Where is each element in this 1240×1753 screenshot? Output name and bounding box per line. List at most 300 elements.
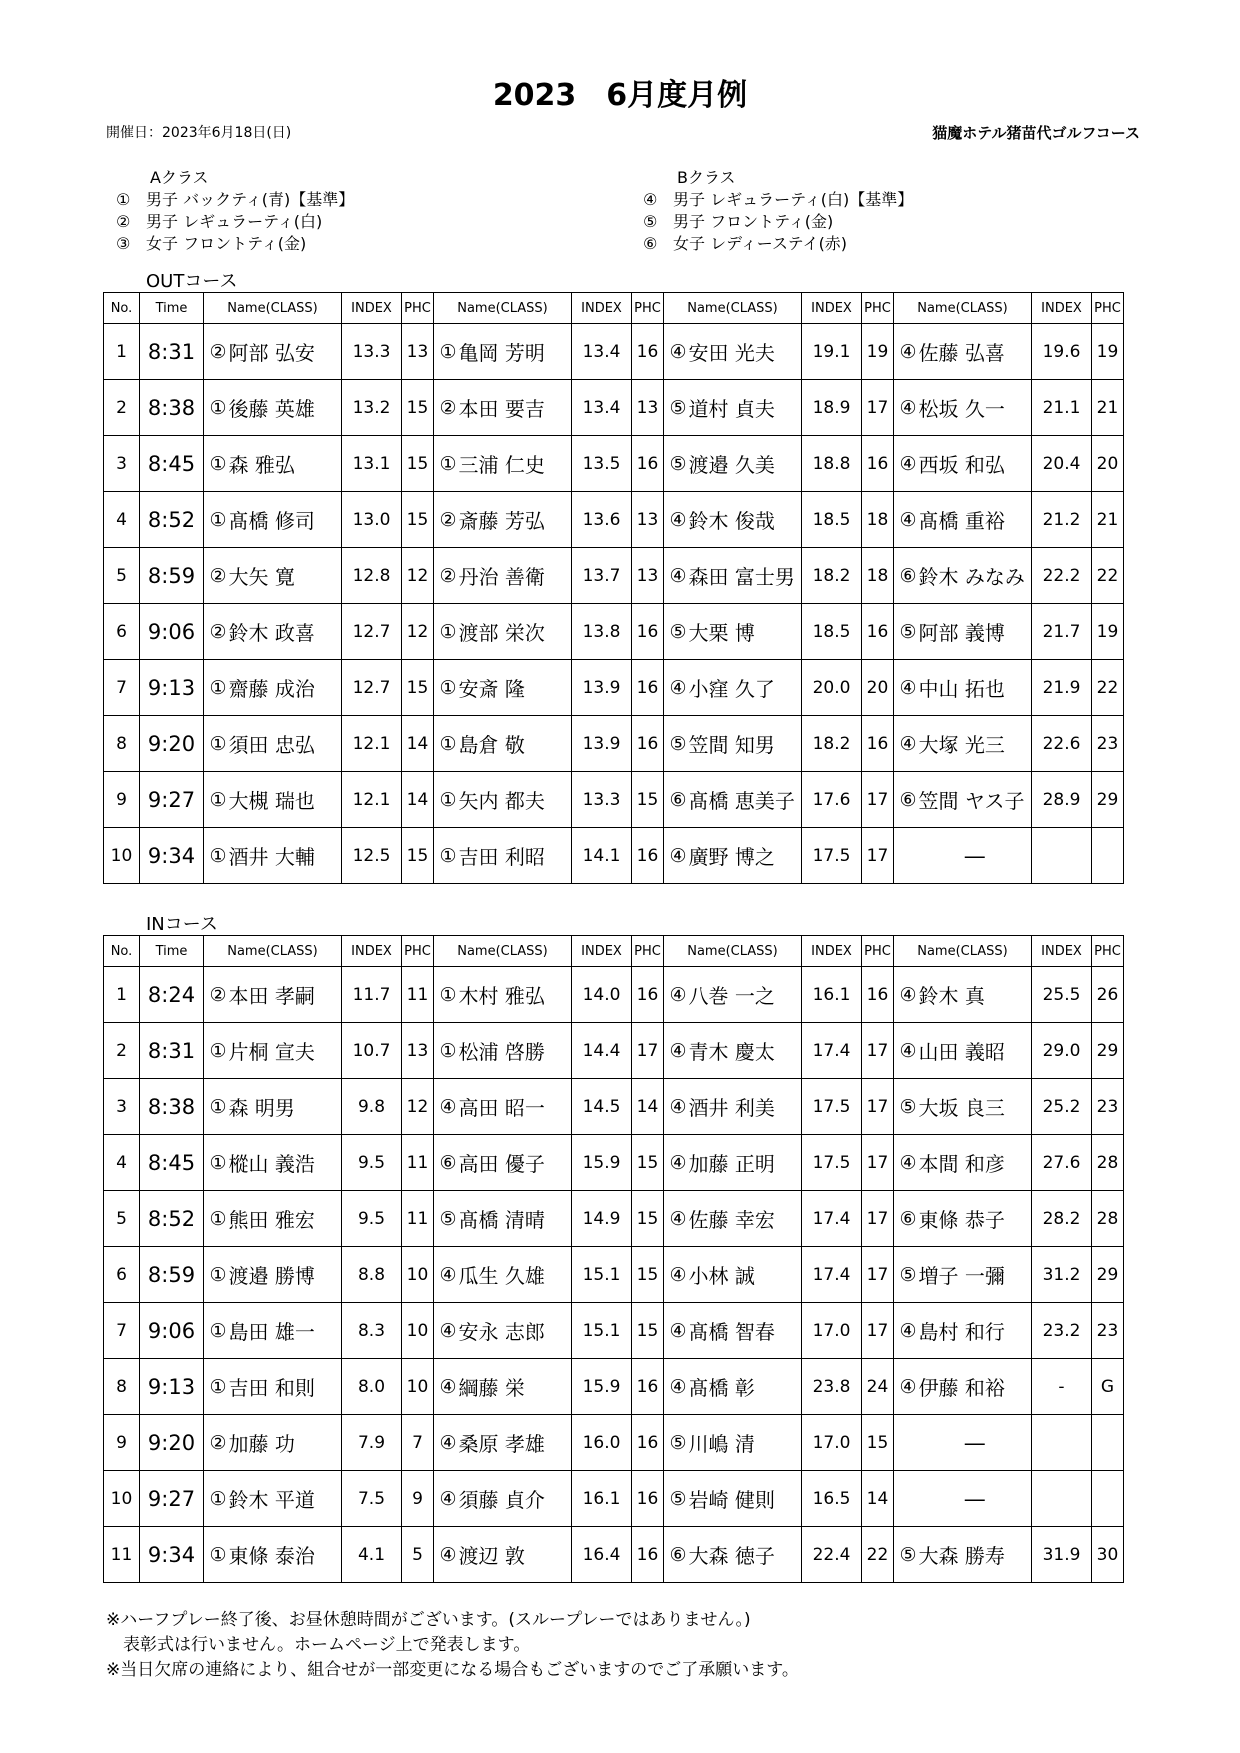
player-index: 20.0 <box>802 660 862 716</box>
class-mark: ① <box>116 190 131 209</box>
player-class: ② <box>204 324 228 380</box>
player-phc: 17 <box>862 1135 894 1191</box>
player-index: 18.2 <box>802 548 862 604</box>
player-name: 本田 孝嗣 <box>228 967 342 1023</box>
tee-time: 9:20 <box>140 716 204 772</box>
player-phc: 21 <box>1092 492 1124 548</box>
player-class: ④ <box>664 828 688 884</box>
player-name: 片桐 宣夫 <box>228 1023 342 1079</box>
player-phc: 17 <box>862 1247 894 1303</box>
class-a-legend <box>116 167 354 255</box>
player-name: 阿部 義博 <box>918 604 1032 660</box>
header-name: Name(CLASS) <box>664 293 802 324</box>
player-name: 島田 雄一 <box>228 1303 342 1359</box>
player-name: 東條 泰治 <box>228 1527 342 1583</box>
note-line: ※ハーフプレー終了後、お昼休憩時間がございます。(スループレーではありません。) <box>106 1610 751 1630</box>
group-number: 2 <box>104 1023 140 1079</box>
header-phc: PHC <box>1092 293 1124 324</box>
player-name: 森 雅弘 <box>228 436 342 492</box>
class-label: 男子 レギュラーティ(白) <box>146 212 323 231</box>
group-number: 9 <box>104 1415 140 1471</box>
player-phc: 10 <box>402 1247 434 1303</box>
player-name: 渡部 栄次 <box>458 604 572 660</box>
player-name: 鈴木 俊哉 <box>688 492 802 548</box>
player-class: ⑤ <box>664 716 688 772</box>
player-phc: 10 <box>402 1303 434 1359</box>
player-name: 山田 義昭 <box>918 1023 1032 1079</box>
table-row <box>104 1191 1124 1247</box>
player-phc: 29 <box>1092 1247 1124 1303</box>
player-class: ② <box>204 967 228 1023</box>
class-b-item <box>643 211 913 233</box>
player-class: ⑤ <box>434 1191 458 1247</box>
player-index: 13.4 <box>572 324 632 380</box>
player-phc: 16 <box>862 716 894 772</box>
player-index: 15.1 <box>572 1303 632 1359</box>
player-index: 13.9 <box>572 660 632 716</box>
player-index: 13.6 <box>572 492 632 548</box>
player-phc: 16 <box>632 1527 664 1583</box>
header-name: Name(CLASS) <box>894 293 1032 324</box>
header-no: No. <box>104 936 140 967</box>
tee-time: 8:38 <box>140 1079 204 1135</box>
player-phc: 18 <box>862 548 894 604</box>
player-index: 14.4 <box>572 1023 632 1079</box>
player-name: 川嶋 清 <box>688 1415 802 1471</box>
player-index: 17.4 <box>802 1023 862 1079</box>
player-name: 大矢 寛 <box>228 548 342 604</box>
player-name: 渡邉 勝博 <box>228 1247 342 1303</box>
player-index: 9.5 <box>342 1191 402 1247</box>
class-b-title: Bクラス <box>677 168 736 187</box>
player-class: ① <box>204 1191 228 1247</box>
player-class: ① <box>434 604 458 660</box>
tee-time: 9:13 <box>140 660 204 716</box>
player-phc: 18 <box>862 492 894 548</box>
player-index: 15.1 <box>572 1247 632 1303</box>
tee-time: 9:27 <box>140 772 204 828</box>
player-class: ② <box>434 492 458 548</box>
header-name: Name(CLASS) <box>434 936 572 967</box>
player-class: ① <box>434 436 458 492</box>
player-class: ⑤ <box>894 1079 918 1135</box>
out-course-label: OUTコース <box>146 271 238 292</box>
header-no: No. <box>104 293 140 324</box>
player-index: 9.8 <box>342 1079 402 1135</box>
player-phc: 16 <box>632 660 664 716</box>
class-label: 男子 レギュラーティ(白)【基準】 <box>673 190 914 209</box>
player-index: 12.8 <box>342 548 402 604</box>
player-index: - <box>1032 1359 1092 1415</box>
tee-time: 8:31 <box>140 1023 204 1079</box>
player-class: ⑤ <box>894 1527 918 1583</box>
player-phc: 16 <box>632 436 664 492</box>
player-index: 7.5 <box>342 1471 402 1527</box>
player-phc: 12 <box>402 604 434 660</box>
player-phc: 19 <box>1092 604 1124 660</box>
header-index: INDEX <box>1032 293 1092 324</box>
player-name: 高田 優子 <box>458 1135 572 1191</box>
player-class: ① <box>434 828 458 884</box>
player-index: 10.7 <box>342 1023 402 1079</box>
player-phc: 15 <box>402 828 434 884</box>
player-phc: 30 <box>1092 1527 1124 1583</box>
player-name: 瓜生 久雄 <box>458 1247 572 1303</box>
player-name: 阿部 弘安 <box>228 324 342 380</box>
player-phc: 16 <box>632 1471 664 1527</box>
player-name: 笠間 ヤス子 <box>918 772 1032 828</box>
player-class: ④ <box>894 324 918 380</box>
player-class: ④ <box>434 1471 458 1527</box>
player-phc: 17 <box>862 1191 894 1247</box>
header-phc: PHC <box>1092 936 1124 967</box>
tee-time: 9:34 <box>140 1527 204 1583</box>
player-name: 本間 和彦 <box>918 1135 1032 1191</box>
player-index: 28.2 <box>1032 1191 1092 1247</box>
player-class: ⑥ <box>894 1191 918 1247</box>
player-phc: 15 <box>402 380 434 436</box>
player-name: 伊藤 和裕 <box>918 1359 1032 1415</box>
player-class: ① <box>204 1079 228 1135</box>
player-index: 25.5 <box>1032 967 1092 1023</box>
player-phc: 19 <box>862 324 894 380</box>
tee-time: 9:06 <box>140 604 204 660</box>
player-class: ① <box>204 772 228 828</box>
player-index: 13.4 <box>572 380 632 436</box>
player-phc: 22 <box>862 1527 894 1583</box>
event-date: 開催日：2023年6月18日(日) <box>106 125 292 141</box>
player-name: 後藤 英雄 <box>228 380 342 436</box>
player-index: 14.5 <box>572 1079 632 1135</box>
player-index: 25.2 <box>1032 1079 1092 1135</box>
player-class: ② <box>204 1415 228 1471</box>
header-phc: PHC <box>402 936 434 967</box>
player-class: ⑤ <box>894 1247 918 1303</box>
player-name: 須田 忠弘 <box>228 716 342 772</box>
group-number: 8 <box>104 716 140 772</box>
player-class: ④ <box>664 324 688 380</box>
player-index <box>1032 1471 1092 1527</box>
table-row <box>104 436 1124 492</box>
table-row <box>104 492 1124 548</box>
player-index: 12.1 <box>342 772 402 828</box>
player-phc: 16 <box>632 1359 664 1415</box>
player-phc: 21 <box>1092 380 1124 436</box>
header-name: Name(CLASS) <box>204 936 342 967</box>
player-name: 安斎 隆 <box>458 660 572 716</box>
player-index: 7.9 <box>342 1415 402 1471</box>
header-phc: PHC <box>632 936 664 967</box>
player-class: ⑥ <box>664 772 688 828</box>
player-index: 8.3 <box>342 1303 402 1359</box>
player-phc: 13 <box>402 324 434 380</box>
player-phc: 28 <box>1092 1191 1124 1247</box>
player-name: 髙橋 恵美子 <box>688 772 802 828</box>
player-name: 酒井 利美 <box>688 1079 802 1135</box>
tee-time: 8:45 <box>140 436 204 492</box>
player-index: 13.0 <box>342 492 402 548</box>
player-index: 17.6 <box>802 772 862 828</box>
player-phc: 19 <box>1092 324 1124 380</box>
player-class: ④ <box>664 1359 688 1415</box>
player-index: 28.9 <box>1032 772 1092 828</box>
player-phc: 26 <box>1092 967 1124 1023</box>
tee-time: 8:52 <box>140 492 204 548</box>
header-time: Time <box>140 293 204 324</box>
player-index: 11.7 <box>342 967 402 1023</box>
player-name: 矢内 都夫 <box>458 772 572 828</box>
player-name: 青木 慶太 <box>688 1023 802 1079</box>
player-index: 13.2 <box>342 380 402 436</box>
header-name: Name(CLASS) <box>204 293 342 324</box>
player-class: ④ <box>434 1303 458 1359</box>
player-class: ④ <box>664 492 688 548</box>
player-index: 21.9 <box>1032 660 1092 716</box>
player-index: 12.5 <box>342 828 402 884</box>
player-phc: 16 <box>632 324 664 380</box>
table-row <box>104 1023 1124 1079</box>
player-class: ⑤ <box>664 1415 688 1471</box>
player-phc: 15 <box>632 772 664 828</box>
table-row <box>104 772 1124 828</box>
player-phc: 17 <box>862 380 894 436</box>
table-row <box>104 1079 1124 1135</box>
player-class <box>894 828 918 884</box>
in-course-table <box>103 935 1124 1583</box>
player-index: 4.1 <box>342 1527 402 1583</box>
player-index: 17.0 <box>802 1303 862 1359</box>
tee-time: 8:45 <box>140 1135 204 1191</box>
player-phc: 16 <box>862 967 894 1023</box>
player-name: 大塚 光三 <box>918 716 1032 772</box>
player-name: 木村 雅弘 <box>458 967 572 1023</box>
player-phc: 15 <box>632 1303 664 1359</box>
player-class: ④ <box>664 1079 688 1135</box>
table-row <box>104 660 1124 716</box>
class-b-item <box>643 189 913 211</box>
player-phc: 16 <box>632 1415 664 1471</box>
group-number: 3 <box>104 436 140 492</box>
table-header-row <box>104 293 1124 324</box>
player-index: 23.8 <box>802 1359 862 1415</box>
player-name: 髙橋 修司 <box>228 492 342 548</box>
group-number: 1 <box>104 324 140 380</box>
player-index: 16.4 <box>572 1527 632 1583</box>
player-name: 綱藤 栄 <box>458 1359 572 1415</box>
player-name: 佐藤 幸宏 <box>688 1191 802 1247</box>
player-class: ④ <box>434 1079 458 1135</box>
player-index: 17.0 <box>802 1415 862 1471</box>
tee-time: 9:20 <box>140 1415 204 1471</box>
player-class: ⑤ <box>664 436 688 492</box>
player-class: ⑥ <box>894 548 918 604</box>
player-index: 15.9 <box>572 1359 632 1415</box>
player-phc: 14 <box>632 1079 664 1135</box>
player-phc: 16 <box>632 967 664 1023</box>
venue-name: 猫魔ホテル猪苗代ゴルフコース <box>932 124 1140 142</box>
tee-time: 9:27 <box>140 1471 204 1527</box>
table-row <box>104 967 1124 1023</box>
player-phc: G <box>1092 1359 1124 1415</box>
player-name: 髙橋 彰 <box>688 1359 802 1415</box>
player-phc <box>1092 1471 1124 1527</box>
player-class: ① <box>204 1303 228 1359</box>
player-name: 大森 徳子 <box>688 1527 802 1583</box>
group-number: 11 <box>104 1527 140 1583</box>
player-name: 渡邉 久美 <box>688 436 802 492</box>
player-phc: 20 <box>1092 436 1124 492</box>
player-class: ① <box>204 436 228 492</box>
player-class: ④ <box>894 492 918 548</box>
player-class: ⑥ <box>664 1527 688 1583</box>
table-header-row <box>104 936 1124 967</box>
player-class: ① <box>204 1247 228 1303</box>
player-index: 19.1 <box>802 324 862 380</box>
player-phc: 16 <box>632 716 664 772</box>
group-number: 8 <box>104 1359 140 1415</box>
player-class: ④ <box>434 1415 458 1471</box>
player-class: ① <box>434 967 458 1023</box>
player-name: ― <box>918 1415 1032 1471</box>
table-row <box>104 716 1124 772</box>
group-number: 3 <box>104 1079 140 1135</box>
player-class: ⑥ <box>894 772 918 828</box>
player-phc: 16 <box>632 828 664 884</box>
tee-time: 8:52 <box>140 1191 204 1247</box>
player-phc: 16 <box>862 436 894 492</box>
group-number: 5 <box>104 1191 140 1247</box>
player-phc: 29 <box>1092 772 1124 828</box>
player-phc <box>1092 828 1124 884</box>
player-name: 小林 誠 <box>688 1247 802 1303</box>
player-index: 16.1 <box>572 1471 632 1527</box>
player-class: ⑥ <box>434 1135 458 1191</box>
player-index: 19.6 <box>1032 324 1092 380</box>
table-row <box>104 1471 1124 1527</box>
player-index: 17.4 <box>802 1247 862 1303</box>
player-index: 9.5 <box>342 1135 402 1191</box>
player-index: 14.0 <box>572 967 632 1023</box>
player-class: ④ <box>894 1303 918 1359</box>
player-phc: 15 <box>632 1191 664 1247</box>
player-class: ④ <box>664 548 688 604</box>
player-phc: 23 <box>1092 716 1124 772</box>
group-number: 9 <box>104 772 140 828</box>
player-name: 大栗 博 <box>688 604 802 660</box>
out-course-table <box>103 292 1124 884</box>
player-class: ④ <box>434 1359 458 1415</box>
player-phc: 15 <box>632 1135 664 1191</box>
player-name: 須藤 貞介 <box>458 1471 572 1527</box>
player-index: 17.5 <box>802 1079 862 1135</box>
class-mark: ⑤ <box>643 212 658 231</box>
group-number: 5 <box>104 548 140 604</box>
player-phc: 16 <box>632 604 664 660</box>
player-name: 島村 和行 <box>918 1303 1032 1359</box>
player-index: 13.9 <box>572 716 632 772</box>
header-name: Name(CLASS) <box>664 936 802 967</box>
class-mark: ② <box>116 212 131 231</box>
player-index: 22.2 <box>1032 548 1092 604</box>
player-name: ― <box>918 1471 1032 1527</box>
table-row <box>104 1359 1124 1415</box>
player-phc: 11 <box>402 1191 434 1247</box>
player-name: 本田 要吉 <box>458 380 572 436</box>
player-phc: 14 <box>402 772 434 828</box>
player-class: ④ <box>434 1527 458 1583</box>
header-phc: PHC <box>632 293 664 324</box>
player-class: ② <box>434 548 458 604</box>
player-class: ④ <box>894 1023 918 1079</box>
player-index <box>1032 828 1092 884</box>
player-name: 斎藤 芳弘 <box>458 492 572 548</box>
player-phc: 22 <box>1092 548 1124 604</box>
player-index: 13.3 <box>342 324 402 380</box>
player-index: 21.1 <box>1032 380 1092 436</box>
player-class: ① <box>434 324 458 380</box>
tee-time: 8:59 <box>140 548 204 604</box>
player-index: 18.8 <box>802 436 862 492</box>
player-index: 27.6 <box>1032 1135 1092 1191</box>
player-name: 西坂 和弘 <box>918 436 1032 492</box>
class-a-item <box>116 189 354 211</box>
tee-time: 8:59 <box>140 1247 204 1303</box>
player-class <box>894 1471 918 1527</box>
player-index: 29.0 <box>1032 1023 1092 1079</box>
player-name: ― <box>918 828 1032 884</box>
player-phc: 14 <box>862 1471 894 1527</box>
player-name: 松坂 久一 <box>918 380 1032 436</box>
player-index: 12.7 <box>342 660 402 716</box>
class-mark: ③ <box>116 234 131 253</box>
group-number: 10 <box>104 1471 140 1527</box>
player-phc: 15 <box>862 1415 894 1471</box>
player-index: 8.8 <box>342 1247 402 1303</box>
tee-time: 8:31 <box>140 324 204 380</box>
header-index: INDEX <box>802 293 862 324</box>
player-name: 笠間 知男 <box>688 716 802 772</box>
player-class: ④ <box>664 1303 688 1359</box>
header-index: INDEX <box>342 936 402 967</box>
player-name: 森田 富士男 <box>688 548 802 604</box>
player-class: ② <box>204 604 228 660</box>
player-class <box>894 1415 918 1471</box>
header-phc: PHC <box>862 936 894 967</box>
notes <box>106 1608 799 1683</box>
player-name: 八巻 一之 <box>688 967 802 1023</box>
player-index: 22.6 <box>1032 716 1092 772</box>
player-phc: 12 <box>402 1079 434 1135</box>
header-phc: PHC <box>862 293 894 324</box>
class-label: 女子 フロントティ(金) <box>146 234 307 253</box>
player-name: 丹治 善衛 <box>458 548 572 604</box>
player-name: 髙橋 智春 <box>688 1303 802 1359</box>
player-class: ① <box>204 1023 228 1079</box>
in-course-label: INコース <box>146 914 218 935</box>
player-index: 13.5 <box>572 436 632 492</box>
player-phc: 15 <box>402 492 434 548</box>
player-phc: 13 <box>632 548 664 604</box>
player-phc: 23 <box>1092 1303 1124 1359</box>
table-row <box>104 1247 1124 1303</box>
player-name: 大坂 良三 <box>918 1079 1032 1135</box>
player-index: 16.5 <box>802 1471 862 1527</box>
player-name: 髙橋 重裕 <box>918 492 1032 548</box>
player-class: ④ <box>664 1135 688 1191</box>
player-name: 安永 志郎 <box>458 1303 572 1359</box>
player-index: 18.9 <box>802 380 862 436</box>
class-a-item <box>116 211 354 233</box>
